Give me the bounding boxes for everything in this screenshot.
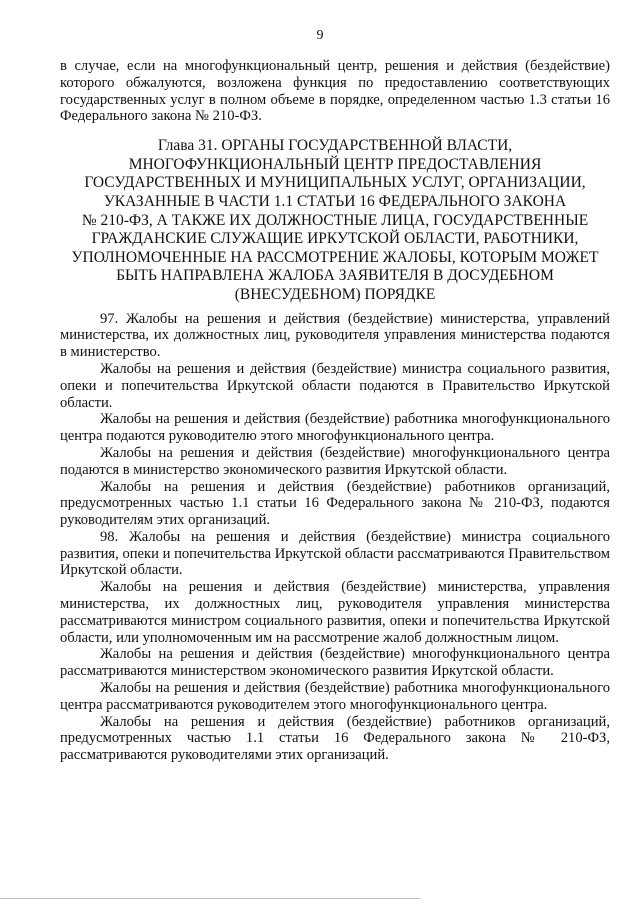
intro-paragraph: в случае, если на многофункциональный центр, решения и действия (бездействие) которого обжалуются, возложена функция по предоставлению соответствующих государственных услуг в полном объеме в порядке, определенном частью 1.3 статьи 16 Федерального закона № 210-ФЗ. xyxy=(60,58,610,125)
paragraph-98: 98. Жалобы на решения и действия (бездействие) министра социального развития, опеки и попечительства Иркутской области рассматриваются Правительством Иркутской области. xyxy=(60,528,610,579)
chapter-title-line: МНОГОФУНКЦИОНАЛЬНЫЙ ЦЕНТР ПРЕДОСТАВЛЕНИЯ xyxy=(128,155,542,173)
paragraph-mfc-complaints: Жалобы на решения и действия (бездействие) многофункционального центра подаются в министерство экономического развития Иркутской области. xyxy=(60,444,610,478)
chapter-title-line: № 210-ФЗ, А ТАКЖЕ ИХ ДОЛЖНОСТНЫЕ ЛИЦА, ГОСУДАРСТВЕННЫЕ xyxy=(81,211,589,229)
paragraph-97: 97. Жалобы на решения и действия (бездействие) министерства, управлений министерства, их должностных лиц, руководителя управления министерства подаются в министерство. xyxy=(60,310,610,361)
paragraph-organization-review: Жалобы на решения и действия (бездействие) работников организаций, предусмотренных частью 1.1 статьи 16 Федерального закона № 210-ФЗ, рассматриваются руководителями этих организаций. xyxy=(60,713,610,764)
footer-divider xyxy=(0,898,420,899)
chapter-title-line: ГОСУДАРСТВЕННЫХ И МУНИЦИПАЛЬНЫХ УСЛУГ, ОРГАНИЗАЦИИ, xyxy=(84,174,586,192)
chapter-title-line: УКАЗАННЫЕ В ЧАСТИ 1.1 СТАТЬИ 16 ФЕДЕРАЛЬНОГО ЗАКОНА xyxy=(103,192,567,210)
paragraph-mfc-worker-complaints: Жалобы на решения и действия (бездействие) работника многофункционального центра подаются руководителю этого многофункционального центра. xyxy=(60,411,610,445)
page-number: 9 xyxy=(316,28,324,43)
chapter-title-line: Глава 31. ОРГАНЫ ГОСУДАРСТВЕННОЙ ВЛАСТИ, xyxy=(157,137,513,155)
chapter-title-line: (ВНЕСУДЕБНОМ) ПОРЯДКЕ xyxy=(234,285,436,303)
paragraph-mfc-worker-review: Жалобы на решения и действия (бездействие) работника многофункционального центра рассматриваются руководителем этого многофункционального центра. xyxy=(60,680,610,713)
chapter-title-line: УПОЛНОМОЧЕННЫЕ НА РАССМОТРЕНИЕ ЖАЛОБЫ, КОТОРЫМ МОЖЕТ xyxy=(71,248,599,266)
paragraph-mfc-review: Жалобы на решения и действия (бездействие) многофункционального центра рассматриваются министерством экономического развития Иркутской области. xyxy=(60,646,610,680)
paragraph-organization-complaints: Жалобы на решения и действия (бездействие) работников организаций, предусмотренных частью 1.1 статьи 16 Федерального закона № 210-ФЗ, подаются руководителям этих организаций. xyxy=(60,478,610,529)
chapter-title-line: ГРАЖДАНСКИЕ СЛУЖАЩИЕ ИРКУТСКОЙ ОБЛАСТИ, РАБОТНИКИ, xyxy=(91,230,579,248)
paragraph-minister-complaints: Жалобы на решения и действия (бездействие) министра социального развития, опеки и попечительства Иркутской области подаются в Правительство Иркутской области. xyxy=(60,360,610,411)
chapter-title-line: БЫТЬ НАПРАВЛЕНА ЖАЛОБА ЗАЯВИТЕЛЯ В ДОСУДЕБНОМ xyxy=(116,267,554,285)
paragraph-ministry-review: Жалобы на решения и действия (бездействие) министерства, управления министерства, их должностных лиц, руководителя управления министерства рассматриваются министром социального развития, опеки и попечительства Иркутской области, или уполномоченным им на рассмотрение жалоб должностным лицом. xyxy=(60,579,610,646)
chapter-title xyxy=(60,137,610,304)
page-content xyxy=(60,58,610,764)
